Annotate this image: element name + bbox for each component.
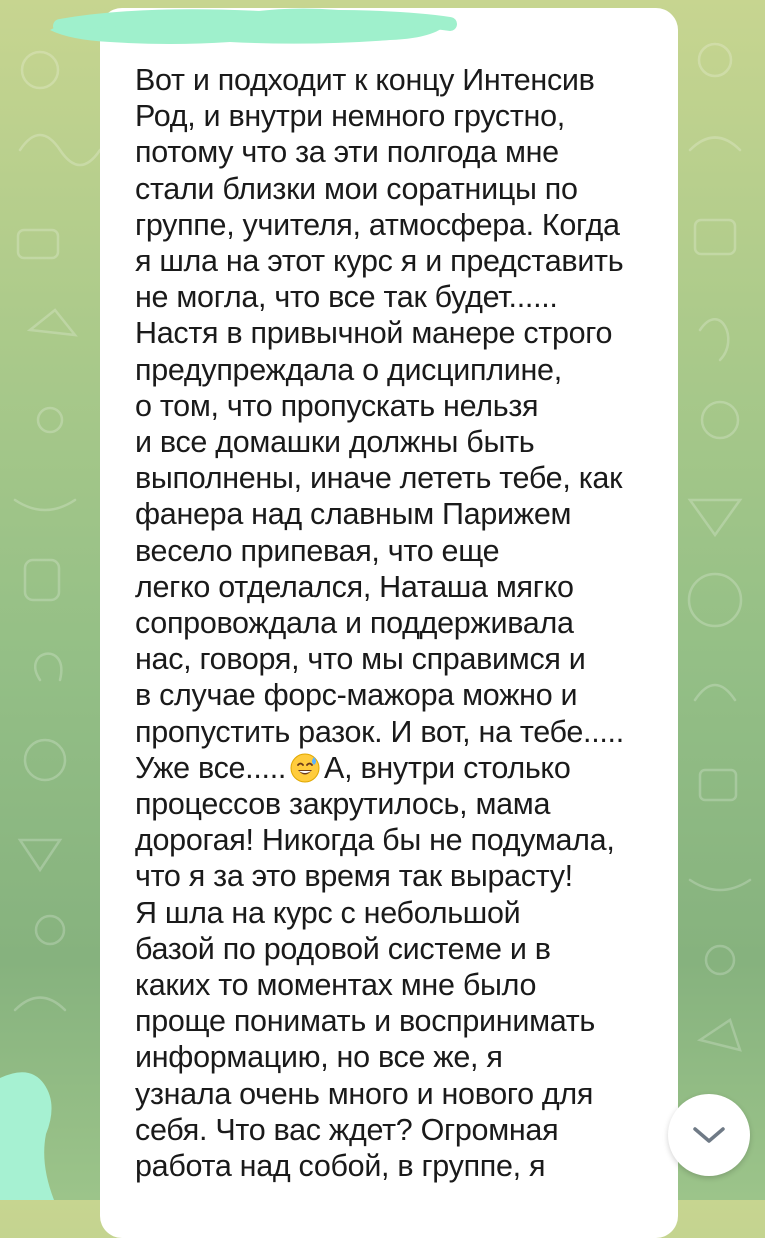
- message-line: себя. Что вас ждет? Огромная: [135, 1112, 559, 1147]
- message-line: пропустить разок. И вот, на тебе.....: [135, 714, 624, 749]
- redaction-mark: [0, 1068, 56, 1200]
- message-line: Я шла на курс с небольшой: [135, 895, 521, 930]
- message-line: процессов закрутилось, мама: [135, 787, 551, 822]
- message-line: весело припевая, что еще: [135, 533, 500, 568]
- message-line: что я за это время так вырасту!: [135, 859, 573, 894]
- message-line: работа над собой, в группе, я: [135, 1149, 546, 1184]
- redaction-mark: [40, 0, 460, 54]
- message-line: я шла на этот курс я и представить: [135, 244, 624, 279]
- message-line: Вот и подходит к концу Интенсив: [135, 63, 595, 97]
- message-line-part: Уже все.....: [135, 750, 287, 785]
- message-line: стали близки мои соратницы по: [135, 171, 578, 206]
- chevron-down-icon: [692, 1125, 726, 1145]
- message-line: Род, и внутри немного грустно,: [135, 99, 565, 134]
- message-line: потому что за эти полгода мне: [135, 135, 559, 170]
- message-line: предупреждала о дисциплине,: [135, 352, 562, 387]
- scroll-down-button[interactable]: [668, 1094, 750, 1176]
- message-line: и все домашки должны быть: [135, 425, 535, 460]
- message-line: легко отделался, Наташа мягко: [135, 569, 574, 604]
- message-line: проще понимать и воспринимать: [135, 1004, 595, 1039]
- message-line: группе, учителя, атмосфера. Когда: [135, 207, 620, 242]
- message-line-part: А, внутри столько: [324, 750, 571, 785]
- message-line: узнала очень много и нового для: [135, 1076, 594, 1111]
- message-line: выполнены, иначе лететь тебе, как: [135, 461, 623, 496]
- message-line: Настя в привычной манере строго: [135, 316, 613, 351]
- message-line: о том, что пропускать нельзя: [135, 388, 539, 423]
- message-line-with-emoji: [135, 750, 654, 786]
- sweat-smile-emoji: [290, 753, 320, 783]
- message-line: информацию, но все же, я: [135, 1040, 503, 1075]
- message-line: нас, говоря, что мы справимся и: [135, 642, 586, 677]
- message-line: не могла, что все так будет......: [135, 280, 558, 315]
- message-line: сопровождала и поддерживала: [135, 606, 574, 641]
- message-line: дорогая! Никогда бы не подумала,: [135, 823, 615, 858]
- message-bubble[interactable]: [100, 8, 678, 1238]
- message-line: каких то моментах мне было: [135, 968, 537, 1003]
- message-line: в случае форс-мажора можно и: [135, 678, 578, 713]
- message-line: базой по родовой системе и в: [135, 931, 551, 966]
- message-line: фанера над славным Парижем: [135, 497, 572, 532]
